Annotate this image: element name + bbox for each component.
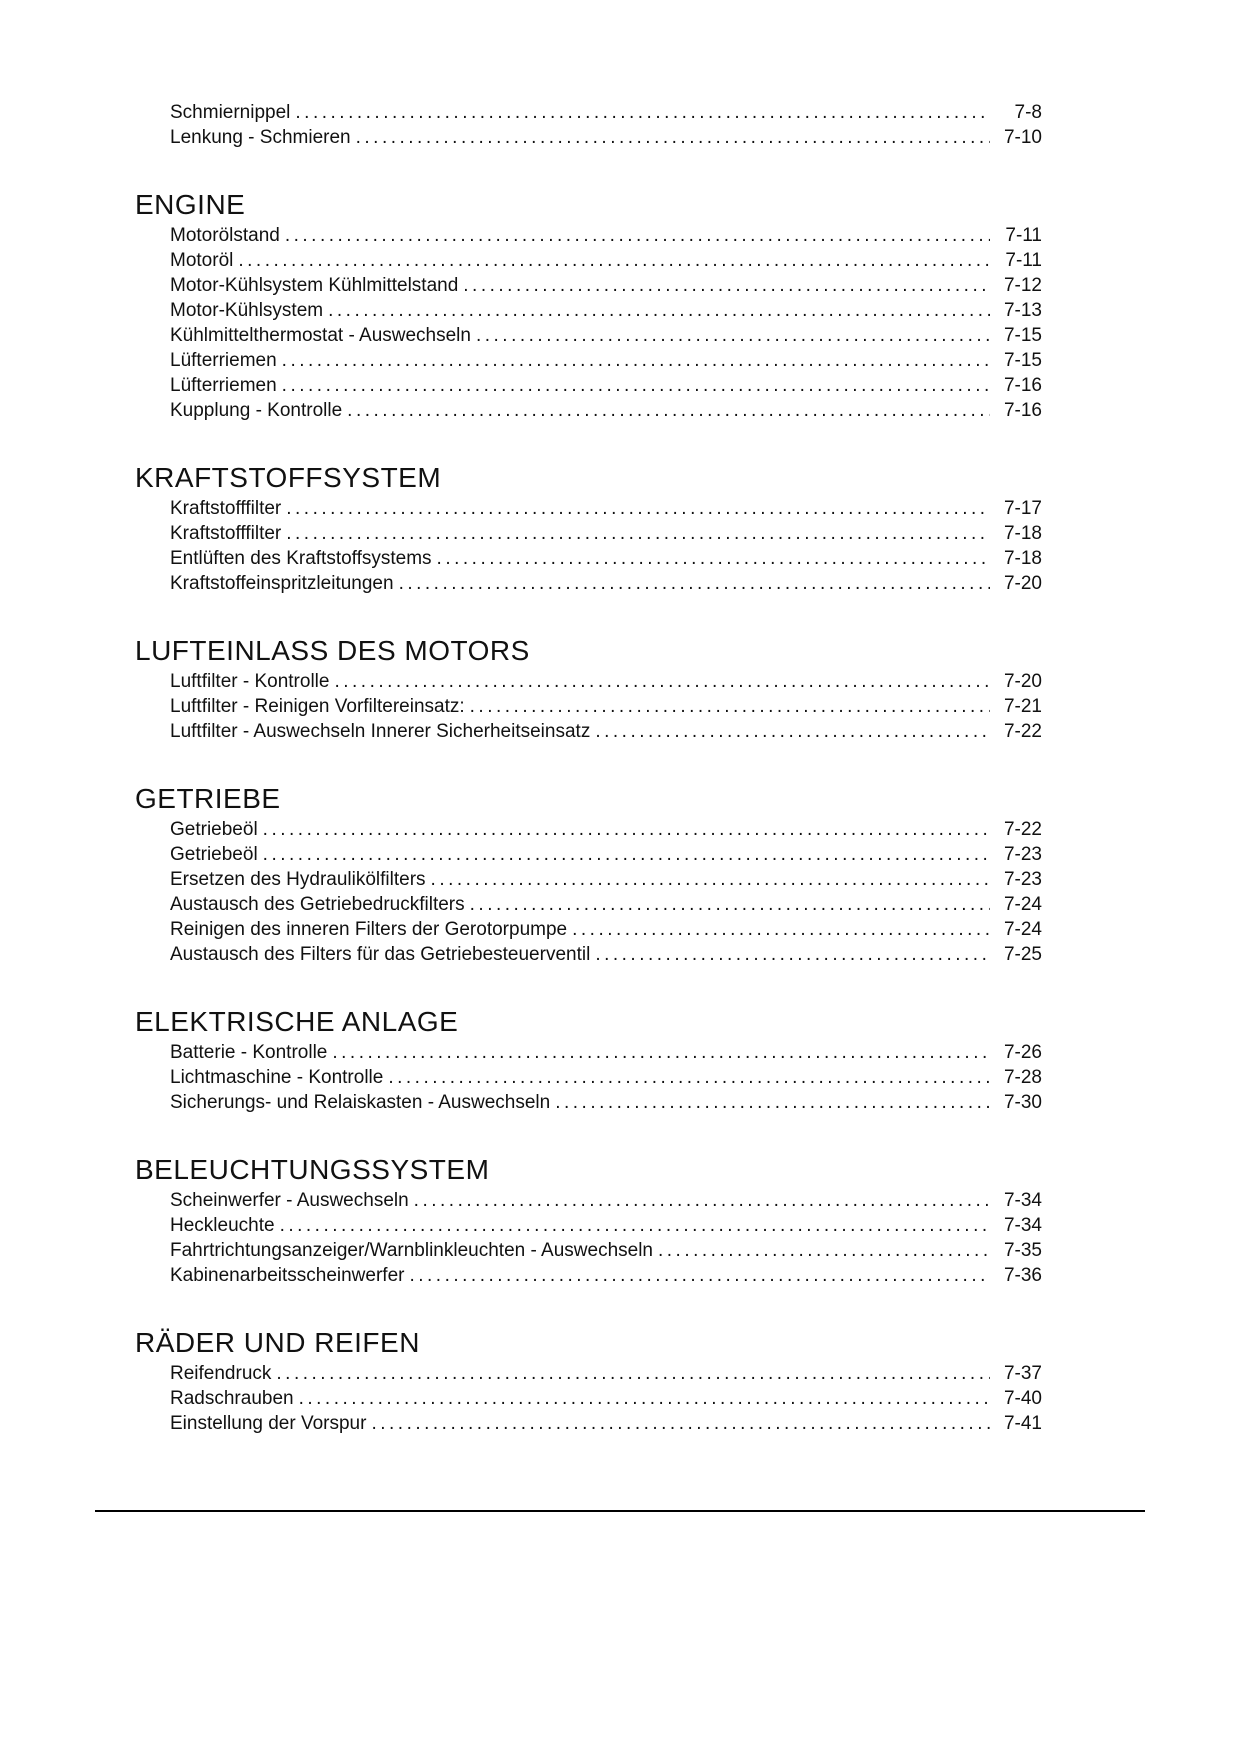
- entry-page-number: 7-15: [1003, 325, 1042, 346]
- entry-title: Luftfilter - Auswechseln Innerer Sicherheitseinsatz: [170, 721, 591, 742]
- toc-section: [135, 782, 1042, 967]
- dot-leader: [414, 1188, 990, 1213]
- entry-page-number: 7-10: [1003, 127, 1042, 148]
- entry-page-number: 7-15: [1003, 350, 1042, 371]
- toc-entry: [135, 719, 1042, 744]
- toc-entry: [135, 1040, 1042, 1065]
- entry-title: Kraftstoffeinspritzleitungen: [170, 573, 394, 594]
- toc-section: [135, 634, 1042, 744]
- dot-leader: [286, 521, 990, 546]
- dot-leader: [334, 669, 990, 694]
- entry-title: Getriebeöl: [170, 844, 258, 865]
- entry-page-number: 7-34: [1003, 1190, 1042, 1211]
- dot-leader: [347, 398, 990, 423]
- dot-leader: [295, 100, 990, 125]
- toc-content: [135, 0, 1042, 1436]
- dot-leader: [285, 223, 990, 248]
- entry-page-number: 7-16: [1003, 375, 1042, 396]
- dot-leader: [555, 1090, 990, 1115]
- entry-title: Lenkung - Schmieren: [170, 127, 351, 148]
- entry-page-number: 7-20: [1003, 671, 1042, 692]
- entry-page-number: 7-23: [1003, 869, 1042, 890]
- entry-title: Motoröl: [170, 250, 234, 271]
- entry-page-number: 7-24: [1003, 894, 1042, 915]
- dot-leader: [276, 1361, 990, 1386]
- dot-leader: [356, 125, 990, 150]
- dot-leader: [371, 1411, 990, 1436]
- toc-entry: [135, 496, 1042, 521]
- entry-title: Lichtmaschine - Kontrolle: [170, 1067, 384, 1088]
- toc-entry: [135, 892, 1042, 917]
- entry-page-number: 7-41: [1003, 1413, 1042, 1434]
- entry-title: Lüfterriemen: [170, 375, 277, 396]
- entry-page-number: 7-22: [1003, 819, 1042, 840]
- dot-leader: [388, 1065, 990, 1090]
- dot-leader: [595, 942, 990, 967]
- toc-section: [135, 188, 1042, 423]
- toc-entry: [135, 546, 1042, 571]
- toc-entry: [135, 323, 1042, 348]
- toc-entry: [135, 100, 1042, 125]
- dot-leader: [263, 842, 990, 867]
- dot-leader: [282, 373, 990, 398]
- entry-title: Scheinwerfer - Auswechseln: [170, 1190, 409, 1211]
- dot-leader: [572, 917, 990, 942]
- entry-title: Ersetzen des Hydraulikölfilters: [170, 869, 426, 890]
- entry-page-number: 7-26: [1003, 1042, 1042, 1063]
- entry-page-number: 7-16: [1003, 400, 1042, 421]
- toc-entry: [135, 1263, 1042, 1288]
- toc-entry: [135, 842, 1042, 867]
- entry-title: Lüfterriemen: [170, 350, 277, 371]
- dot-leader: [238, 248, 990, 273]
- entry-title: Motor-Kühlsystem Kühlmittelstand: [170, 275, 459, 296]
- toc-entry: [135, 1361, 1042, 1386]
- section-title: KRAFTSTOFFSYSTEM: [135, 462, 442, 493]
- entry-page-number: 7-36: [1003, 1265, 1042, 1286]
- toc-entry: [135, 398, 1042, 423]
- toc-entry: [135, 125, 1042, 150]
- toc-entry: [135, 298, 1042, 323]
- toc-entry: [135, 669, 1042, 694]
- dot-leader: [332, 1040, 990, 1065]
- entry-page-number: 7-18: [1003, 548, 1042, 569]
- toc-section: [135, 1326, 1042, 1436]
- entry-page-number: 7-23: [1003, 844, 1042, 865]
- entry-title: Fahrtrichtungsanzeiger/Warnblinkleuchten - Auswechseln: [170, 1240, 653, 1261]
- dot-leader: [263, 817, 990, 842]
- entry-page-number: 7-21: [1003, 696, 1042, 717]
- entry-title: Kraftstofffilter: [170, 498, 282, 519]
- toc-entry: [135, 1386, 1042, 1411]
- toc-entry: [135, 223, 1042, 248]
- toc-entry: [135, 694, 1042, 719]
- entry-title: Motor-Kühlsystem: [170, 300, 324, 321]
- entry-title: Heckleuchte: [170, 1215, 275, 1236]
- entry-title: Austausch des Filters für das Getriebesteuerventil: [170, 944, 591, 965]
- entry-title: Luftfilter - Reinigen Vorfiltereinsatz:: [170, 696, 465, 717]
- toc-entry: [135, 1238, 1042, 1263]
- entry-title: Kühlmittelthermostat - Auswechseln: [170, 325, 471, 346]
- toc-entry: [135, 867, 1042, 892]
- entry-page-number: 7-25: [1003, 944, 1042, 965]
- entry-title: Austausch des Getriebedruckfilters: [170, 894, 465, 915]
- toc-entry: [135, 571, 1042, 596]
- section-title: ENGINE: [135, 189, 246, 220]
- toc-entry: [135, 817, 1042, 842]
- entry-title: Sicherungs- und Relaiskasten - Auswechseln: [170, 1092, 551, 1113]
- toc-section: [135, 1153, 1042, 1288]
- entry-page-number: 7-11: [1005, 250, 1042, 271]
- toc-section: [135, 100, 1042, 150]
- dot-leader: [595, 719, 990, 744]
- toc-section: [135, 1005, 1042, 1115]
- section-title: RÄDER UND REIFEN: [135, 1327, 420, 1358]
- toc-entry: [135, 1090, 1042, 1115]
- dot-leader: [282, 348, 990, 373]
- toc-entry: [135, 373, 1042, 398]
- entry-title: Schmiernippel: [170, 102, 291, 123]
- toc-entry: [135, 521, 1042, 546]
- dot-leader: [328, 298, 990, 323]
- entry-page-number: 7-18: [1003, 523, 1042, 544]
- entry-title: Batterie - Kontrolle: [170, 1042, 328, 1063]
- section-title: ELEKTRISCHE ANLAGE: [135, 1006, 459, 1037]
- dot-leader: [409, 1263, 990, 1288]
- dot-leader: [658, 1238, 990, 1263]
- section-title: LUFTEINLASS DES MOTORS: [135, 635, 530, 666]
- toc-entry: [135, 917, 1042, 942]
- entry-page-number: 7-37: [1003, 1363, 1042, 1384]
- entry-page-number: 7-17: [1003, 498, 1042, 519]
- dot-leader: [437, 546, 990, 571]
- section-title: GETRIEBE: [135, 783, 281, 814]
- dot-leader: [431, 867, 990, 892]
- entry-page-number: 7-28: [1003, 1067, 1042, 1088]
- dot-leader: [399, 571, 990, 596]
- toc-section: [135, 461, 1042, 596]
- dot-leader: [470, 694, 990, 719]
- toc-entry: [135, 1411, 1042, 1436]
- entry-title: Kraftstofffilter: [170, 523, 282, 544]
- toc-entry: [135, 348, 1042, 373]
- toc-entry: [135, 942, 1042, 967]
- entry-page-number: 7-22: [1003, 721, 1042, 742]
- entry-page-number: 7-11: [1005, 225, 1042, 246]
- dot-leader: [299, 1386, 990, 1411]
- entry-title: Einstellung der Vorspur: [170, 1413, 367, 1434]
- entry-title: Kabinenarbeitsscheinwerfer: [170, 1265, 405, 1286]
- toc-entry: [135, 1065, 1042, 1090]
- footer-divider: [95, 1510, 1145, 1512]
- entry-page-number: 7-13: [1003, 300, 1042, 321]
- section-title: BELEUCHTUNGSSYSTEM: [135, 1154, 490, 1185]
- entry-page-number: 7-35: [1003, 1240, 1042, 1261]
- dot-leader: [470, 892, 990, 917]
- dot-leader: [280, 1213, 990, 1238]
- dot-leader: [463, 273, 990, 298]
- entry-title: Entlüften des Kraftstoffsystems: [170, 548, 432, 569]
- entry-page-number: 7-30: [1003, 1092, 1042, 1113]
- entry-page-number: 7-34: [1003, 1215, 1042, 1236]
- entry-title: Motorölstand: [170, 225, 280, 246]
- entry-page-number: 7-40: [1003, 1388, 1042, 1409]
- toc-entry: [135, 273, 1042, 298]
- entry-page-number: 7-12: [1003, 275, 1042, 296]
- entry-page-number: 7-8: [1014, 102, 1042, 123]
- toc-entry: [135, 1213, 1042, 1238]
- dot-leader: [476, 323, 990, 348]
- entry-title: Luftfilter - Kontrolle: [170, 671, 330, 692]
- entry-title: Reinigen des inneren Filters der Gerotorpumpe: [170, 919, 568, 940]
- dot-leader: [286, 496, 990, 521]
- toc-entry: [135, 1188, 1042, 1213]
- entry-title: Radschrauben: [170, 1388, 294, 1409]
- entry-title: Getriebeöl: [170, 819, 258, 840]
- toc-entry: [135, 248, 1042, 273]
- entry-title: Reifendruck: [170, 1363, 272, 1384]
- entry-page-number: 7-24: [1003, 919, 1042, 940]
- entry-title: Kupplung - Kontrolle: [170, 400, 343, 421]
- entry-page-number: 7-20: [1003, 573, 1042, 594]
